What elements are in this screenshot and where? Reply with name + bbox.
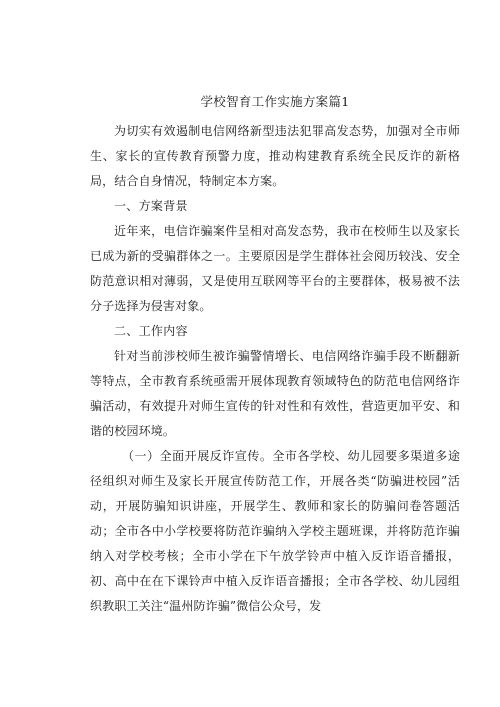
work-item-paragraph: （一）全面开展反诈宣传。全市各学校、幼儿园要多渠道多途径组织对师生及家长开展宣传防范工作，开展各类“防骗进校园”活动，开展防骗知识讲座，开展学生、教师和家长的防骗问卷答题活动；全市各中小学校要将防范诈骗纳入学校主题班课，并将防范诈骗纳入对学校考核；全市小学在下午放学铃声中植入反诈语音播报，初、高中在在下课铃声中植入反诈语音播报；全市各学校、幼儿园组织教职工关注“温州防诈骗”微信公众号，发 — [90, 449, 460, 613]
intro-paragraph: 为切实有效遏制电信网络新型违法犯罪高发态势，加强对全市师生、家长的宣传教育预警力度，推动构建教育系统全民反诈的新格局，结合自身情况，特制定本方案。 — [90, 124, 460, 188]
work-content-paragraph: 针对当前涉校师生被诈骗警情增长、电信网络诈骗手段不断翻新等特点，全市教育系统亟需开展体现教育领域特色的防范电信网络诈骗活动，有效提升对师生宣传的针对性和有效性，营造更加平安、和谐的校园环境。 — [90, 349, 460, 438]
background-paragraph: 近年来，电信诈骗案件呈相对高发态势，我市在校师生以及家长已成为新的受骗群体之一。主要原因是学生群体社会阅历较浅、安全防范意识相对薄弱，又是使用互联网等平台的主要群体，极易被不法分子选择为侵害对象。 — [90, 224, 460, 313]
document-title: 学校智育工作实施方案篇1 — [200, 94, 350, 109]
section-heading-background: 一、方案背景 — [114, 199, 188, 213]
section-heading-work-content: 二、工作内容 — [114, 324, 188, 338]
document-body — [90, 94, 460, 619]
